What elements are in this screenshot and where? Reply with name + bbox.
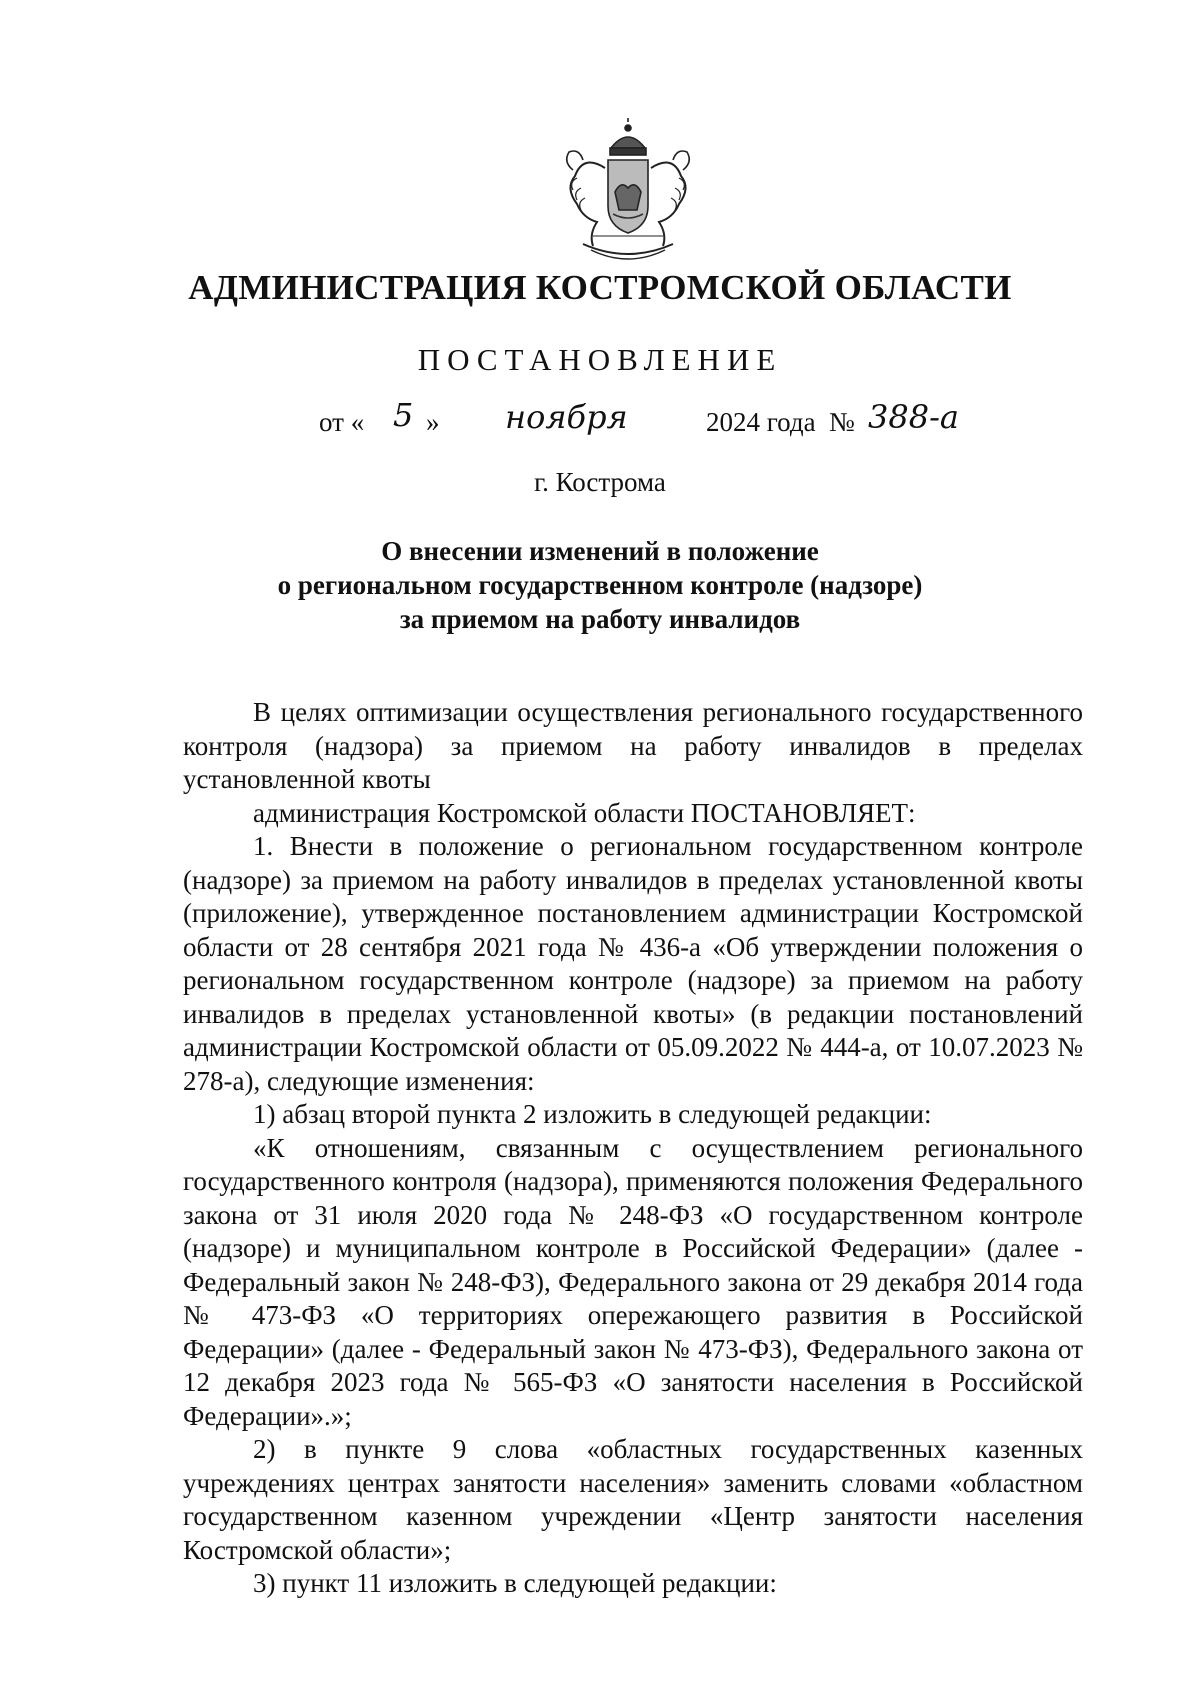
date-year: 2024 года [706, 407, 816, 437]
document-title [0, 534, 1200, 636]
number-sign: № [829, 407, 855, 437]
coat-of-arms-emblem [553, 118, 703, 266]
paragraph-subitem-2: 2) в пункте 9 слова «областных государственных казенных учреждениях центрах занятости населения» заменить словами «областном государственном казенном учреждении «Центр занятости населения Костромской области»; [183, 1434, 1083, 1565]
document-body [183, 696, 1083, 1601]
paragraph-preamble: В целях оптимизации осуществления регионального государственного контроля (надзора) за приемом на работу инвалидов в пределах установленной квоты [183, 697, 1083, 794]
paragraph-resolves: администрация Костромской области ПОСТАНОВЛЯЕТ: [253, 797, 916, 828]
paragraph-subitem-3: 3) пункт 11 изложить в следующей редакции: [253, 1568, 777, 1598]
paragraph-item-1: 1. Внести в положение о региональном государственном контроле (надзоре) за приемом на работу инвалидов в пределах установленной квоты (приложение), утвержденное постановлением администрации Костромской области от 28 сентября 2021 года № 436-а «Об утверждении положения о региональном государственном контроле (надзоре) за приемом на работу инвалидов в пределах установленной квоты» (в редакции постановлений администрации Костромской области от 05.09.2022 № 444-а, от 10.07.2023 № 278-а), следующие изменения: [183, 831, 1083, 1096]
date-day-handwritten: 5 [393, 396, 414, 434]
organization-name: АДМИНИСТРАЦИЯ КОСТРОМСКОЙ ОБЛАСТИ [188, 268, 1012, 307]
paragraph-quoted-text: «К отношениям, связанным с осуществлением регионального государственного контроля (надзора), применяются положения Федерального закона от 31 июля 2020 года № 248-ФЗ «О государственном контроле (надзоре) и муниципальном контроле в Российской Федерации» (далее - Федеральный закон № 248-ФЗ), Федерального закона от 29 декабря 2014 года № 473-ФЗ «О территориях опережающего развития в Российской Федерации» (далее - Федеральный закон № 473-ФЗ), Федерального закона от 12 декабря 2023 года № 565-ФЗ «О занятости населения в Российской Федерации».»; [183, 1132, 1083, 1431]
city: г. Кострома [534, 467, 666, 497]
title-line: за приемом на работу инвалидов [399, 604, 801, 634]
date-prefix: от « [319, 407, 365, 437]
date-month-handwritten: ноября [505, 398, 628, 436]
date-day-close: » [426, 407, 440, 437]
document-type: ПОСТАНОВЛЕНИЕ [417, 342, 783, 377]
title-line: о региональном государственном контроле (надзоре) [277, 570, 923, 600]
title-line: О внесении изменений в положение [381, 536, 819, 566]
document-number-handwritten: 388-а [868, 398, 959, 436]
paragraph-subitem-1: 1) абзац второй пункта 2 изложить в следующей редакции: [253, 1099, 932, 1129]
